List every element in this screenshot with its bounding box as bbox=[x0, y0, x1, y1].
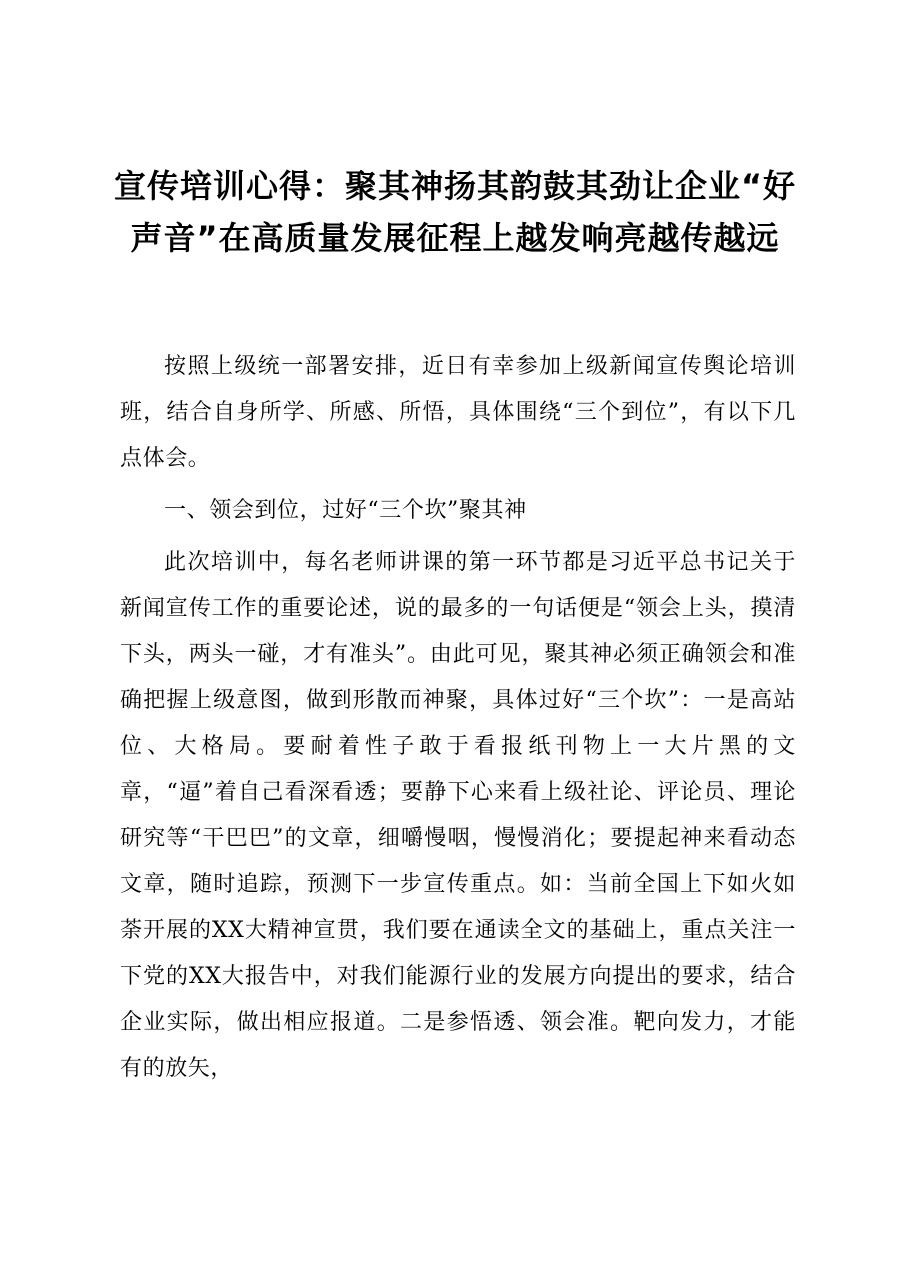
document-title: 宣传培训心得：聚其神扬其韵鼓其劲让企业“好声音”在高质量发展征程上越发响亮越传越远 bbox=[113, 167, 797, 257]
body-paragraph: 此次培训中，每名老师讲课的第一环节都是习近平总书记关于新闻宣传工作的重要论述，说的最多的一句话便是“领会上头，摸清下头，两头一碰，才有准头”。由此可见，聚其神必须正确领会和准确把握上级意图，做到形散而神聚，具体过好“三个坎”：一是高站位、大格局。要耐着性子敢于看报纸刊物上一大片黑的文章，“逼”着自己看深看透；要静下心来看上级社论、评论员、理论研究等“干巴巴”的文章，细嚼慢咽，慢慢消化；要提起神来看动态文章，随时追踪，预测下一步宣传重点。如：当前全国上下如火如荼开展的XX大精神宣贯，我们要在通读全文的基础上，重点关注一下党的XX大报告中，对我们能源行业的发展方向提出的要求，结合企业实际，做出相应报道。二是参悟透、领会准。靶向发力，才能有的放矢， bbox=[120, 550, 796, 1081]
body-paragraph: 按照上级统一部署安排，近日有幸参加上级新闻宣传舆论培训班，结合自身所学、所感、所悟，具体围绕“三个到位”，有以下几点体会。 bbox=[120, 354, 796, 471]
section-heading: 一、领会到位，过好“三个坎”聚其神 bbox=[164, 498, 527, 523]
document-body bbox=[120, 344, 796, 1098]
